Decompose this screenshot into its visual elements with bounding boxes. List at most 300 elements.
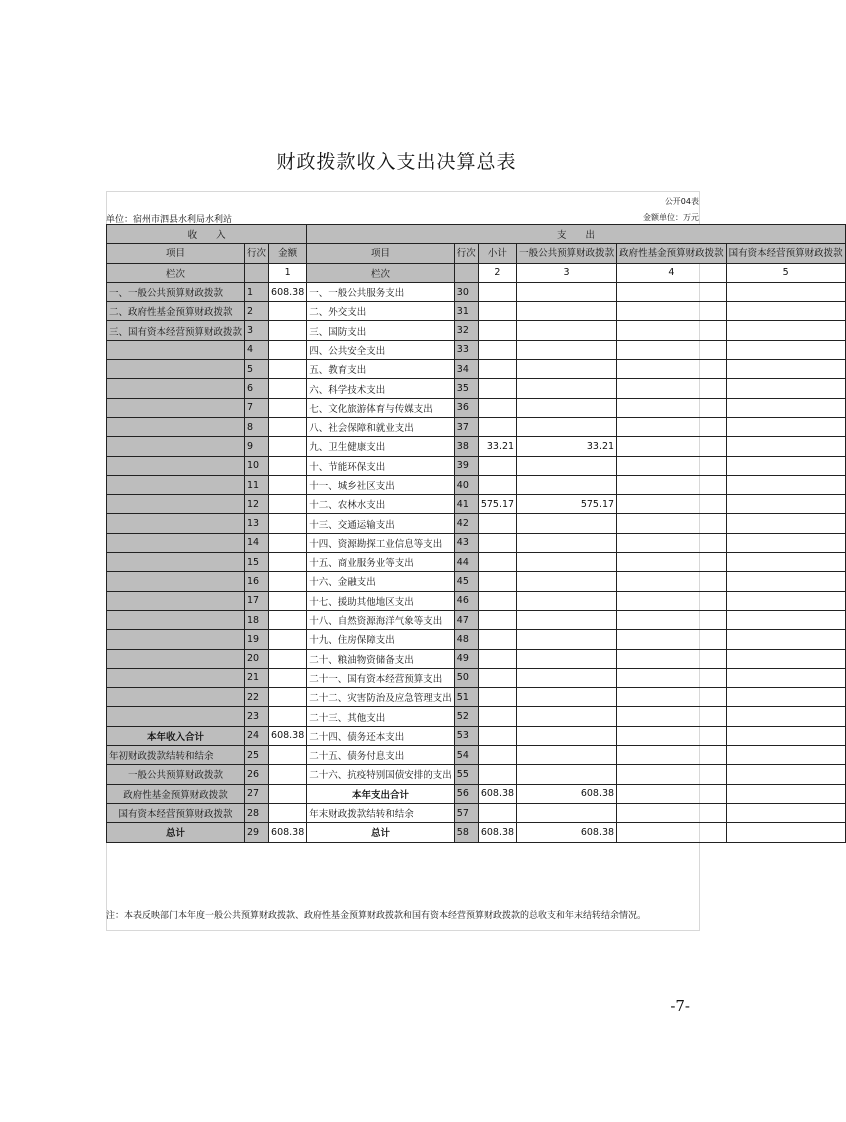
col-general-budget: 一般公共预算财政拨款: [517, 244, 617, 263]
table-row: [107, 630, 846, 649]
general-budget-cell: 575.17: [517, 495, 617, 514]
gov-fund-cell: [617, 707, 727, 726]
subtotal-cell: [478, 417, 516, 436]
expense-item-cell: 四、公共安全支出: [307, 340, 455, 359]
general-budget-cell: [517, 746, 617, 765]
subtotal-cell: [478, 610, 516, 629]
subtotal-cell: [478, 803, 516, 822]
general-budget-cell: [517, 803, 617, 822]
general-budget-cell: [517, 456, 617, 475]
subtotal-cell: [478, 765, 516, 784]
income-rowno-cell: 9: [245, 437, 269, 456]
income-rowno-cell: 7: [245, 398, 269, 417]
income-item-cell: [107, 437, 245, 456]
general-budget-cell: [517, 514, 617, 533]
state-capital-cell: [726, 707, 845, 726]
general-budget-cell: [517, 475, 617, 494]
col-label: 栏次: [307, 263, 455, 282]
gov-fund-cell: [617, 784, 727, 803]
col-expense-rowno: 行次: [454, 244, 478, 263]
income-item-cell: [107, 591, 245, 610]
income-rowno-cell: 29: [245, 823, 269, 842]
income-rowno-cell: 1: [245, 282, 269, 301]
gov-fund-cell: [617, 282, 727, 301]
state-capital-cell: [726, 360, 845, 379]
table-row: [107, 553, 846, 572]
expense-rowno-cell: 55: [454, 765, 478, 784]
gov-fund-cell: [617, 649, 727, 668]
income-rowno-cell: 25: [245, 746, 269, 765]
expense-item-cell: 十二、农林水支出: [307, 495, 455, 514]
summary-table: [106, 224, 846, 843]
gov-fund-cell: [617, 514, 727, 533]
income-rowno-cell: 17: [245, 591, 269, 610]
expense-item-cell: 七、文化旅游体育与传媒支出: [307, 398, 455, 417]
gov-fund-cell: [617, 591, 727, 610]
general-budget-cell: [517, 591, 617, 610]
income-item-cell: [107, 553, 245, 572]
income-amount-cell: [269, 553, 307, 572]
general-budget-cell: [517, 553, 617, 572]
income-amount-cell: [269, 668, 307, 687]
state-capital-cell: [726, 553, 845, 572]
table-row: [107, 379, 846, 398]
income-item-cell: 一、一般公共预算财政拨款: [107, 282, 245, 301]
income-rowno-cell: 26: [245, 765, 269, 784]
general-budget-cell: [517, 726, 617, 745]
table-row: [107, 591, 846, 610]
income-amount-cell: 608.38: [269, 282, 307, 301]
state-capital-cell: [726, 514, 845, 533]
income-amount-cell: [269, 302, 307, 321]
income-amount-cell: [269, 437, 307, 456]
section-header-row: [107, 225, 846, 244]
subtotal-cell: [478, 649, 516, 668]
income-item-cell: [107, 417, 245, 436]
col-gov-fund: 政府性基金预算财政拨款: [617, 244, 727, 263]
expense-rowno-cell: 53: [454, 726, 478, 745]
expense-item-cell: 十一、城乡社区支出: [307, 475, 455, 494]
gov-fund-cell: [617, 746, 727, 765]
income-rowno-cell: 5: [245, 360, 269, 379]
expense-rowno-cell: 45: [454, 572, 478, 591]
state-capital-cell: [726, 302, 845, 321]
income-rowno-cell: 18: [245, 610, 269, 629]
state-capital-cell: [726, 591, 845, 610]
income-rowno-cell: 12: [245, 495, 269, 514]
general-budget-cell: [517, 688, 617, 707]
income-amount-cell: [269, 495, 307, 514]
table-row: [107, 823, 846, 842]
income-item-cell: 二、政府性基金预算财政拨款: [107, 302, 245, 321]
income-rowno-cell: 10: [245, 456, 269, 475]
expense-rowno-cell: 35: [454, 379, 478, 398]
expense-item-cell: 二十三、其他支出: [307, 707, 455, 726]
gov-fund-cell: [617, 360, 727, 379]
subtotal-cell: [478, 572, 516, 591]
general-budget-cell: 608.38: [517, 823, 617, 842]
subtotal-cell: [478, 360, 516, 379]
income-item-cell: [107, 688, 245, 707]
expense-rowno-cell: 44: [454, 553, 478, 572]
subtotal-cell: [478, 630, 516, 649]
form-code: 公开04表: [664, 197, 699, 206]
table-row: [107, 610, 846, 629]
general-budget-cell: [517, 340, 617, 359]
general-budget-cell: [517, 707, 617, 726]
gov-fund-cell: [617, 823, 727, 842]
income-rowno-cell: 28: [245, 803, 269, 822]
income-rowno-cell: 19: [245, 630, 269, 649]
page-number: -7-: [670, 997, 690, 1015]
expense-item-cell: 二十六、抗疫特别国债安排的支出: [307, 765, 455, 784]
subtotal-cell: 608.38: [478, 823, 516, 842]
expense-item-cell: 六、科学技术支出: [307, 379, 455, 398]
income-rowno-cell: 3: [245, 321, 269, 340]
state-capital-cell: [726, 765, 845, 784]
unit-label: 单位：宿州市泗县水利局水利站: [106, 215, 233, 225]
expense-rowno-cell: 34: [454, 360, 478, 379]
gov-fund-cell: [617, 495, 727, 514]
general-budget-cell: [517, 649, 617, 668]
income-item-cell: [107, 360, 245, 379]
expense-item-cell: 二、外交支出: [307, 302, 455, 321]
expense-item-cell: 二十二、灾害防治及应急管理支出: [307, 688, 455, 707]
income-item-cell: [107, 630, 245, 649]
col-index-blank: [454, 263, 478, 282]
col-index-3: 3: [517, 263, 617, 282]
general-budget-cell: [517, 765, 617, 784]
income-rowno-cell: 21: [245, 668, 269, 687]
expense-item-cell: 十六、金融支出: [307, 572, 455, 591]
state-capital-cell: [726, 379, 845, 398]
state-capital-cell: [726, 823, 845, 842]
gov-fund-cell: [617, 726, 727, 745]
income-amount-cell: [269, 630, 307, 649]
income-rowno-cell: 23: [245, 707, 269, 726]
general-budget-cell: [517, 572, 617, 591]
state-capital-cell: [726, 340, 845, 359]
general-budget-cell: [517, 668, 617, 687]
general-budget-cell: [517, 630, 617, 649]
col-income-item: 项目: [107, 244, 245, 263]
expense-item-cell: 二十四、债务还本支出: [307, 726, 455, 745]
gov-fund-cell: [617, 321, 727, 340]
expense-rowno-cell: 38: [454, 437, 478, 456]
income-amount-cell: [269, 514, 307, 533]
gov-fund-cell: [617, 610, 727, 629]
state-capital-cell: [726, 630, 845, 649]
expense-item-cell: 十四、资源勘探工业信息等支出: [307, 533, 455, 552]
income-amount-cell: [269, 784, 307, 803]
expense-header: 支 出: [307, 225, 845, 244]
table-row: [107, 746, 846, 765]
state-capital-cell: [726, 321, 845, 340]
state-capital-cell: [726, 495, 845, 514]
income-item-cell: [107, 572, 245, 591]
subtotal-cell: [478, 533, 516, 552]
expense-item-cell: 十八、自然资源海洋气象等支出: [307, 610, 455, 629]
general-budget-cell: [517, 417, 617, 436]
state-capital-cell: [726, 533, 845, 552]
income-rowno-cell: 20: [245, 649, 269, 668]
expense-rowno-cell: 36: [454, 398, 478, 417]
expense-rowno-cell: 52: [454, 707, 478, 726]
income-rowno-cell: 11: [245, 475, 269, 494]
income-item-cell: [107, 456, 245, 475]
subtotal-cell: [478, 379, 516, 398]
income-item-cell: 一般公共预算财政拨款: [107, 765, 245, 784]
income-rowno-cell: 22: [245, 688, 269, 707]
state-capital-cell: [726, 610, 845, 629]
expense-item-cell: 十九、住房保障支出: [307, 630, 455, 649]
income-item-cell: 国有资本经营预算财政拨款: [107, 803, 245, 822]
state-capital-cell: [726, 746, 845, 765]
subtotal-cell: 608.38: [478, 784, 516, 803]
col-income-rowno: 行次: [245, 244, 269, 263]
gov-fund-cell: [617, 765, 727, 784]
state-capital-cell: [726, 668, 845, 687]
subtotal-cell: [478, 340, 516, 359]
income-item-cell: [107, 475, 245, 494]
table-row: [107, 340, 846, 359]
footnote: 注：本表反映部门本年度一般公共预算财政拨款、政府性基金预算财政拨款和国有资本经营预算财政拨款的总收支和年末结转结余情况。: [106, 911, 647, 921]
gov-fund-cell: [617, 553, 727, 572]
general-budget-cell: [517, 379, 617, 398]
gov-fund-cell: [617, 533, 727, 552]
table-row: [107, 475, 846, 494]
col-index-2: 2: [478, 263, 516, 282]
general-budget-cell: [517, 282, 617, 301]
income-amount-cell: [269, 707, 307, 726]
expense-rowno-cell: 30: [454, 282, 478, 301]
income-rowno-cell: 8: [245, 417, 269, 436]
subtotal-cell: [478, 456, 516, 475]
state-capital-cell: [726, 398, 845, 417]
income-amount-cell: [269, 379, 307, 398]
income-item-cell: 政府性基金预算财政拨款: [107, 784, 245, 803]
expense-rowno-cell: 32: [454, 321, 478, 340]
table-row: [107, 302, 846, 321]
state-capital-cell: [726, 282, 845, 301]
table-row: [107, 803, 846, 822]
expense-item-cell: 三、国防支出: [307, 321, 455, 340]
expense-rowno-cell: 54: [454, 746, 478, 765]
state-capital-cell: [726, 475, 845, 494]
subtotal-cell: [478, 475, 516, 494]
subtotal-cell: [478, 726, 516, 745]
income-amount-cell: [269, 765, 307, 784]
income-item-cell: [107, 379, 245, 398]
table-row: [107, 688, 846, 707]
expense-rowno-cell: 41: [454, 495, 478, 514]
expense-rowno-cell: 39: [454, 456, 478, 475]
col-label: 栏次: [107, 263, 245, 282]
income-amount-cell: [269, 591, 307, 610]
expense-item-cell: 十五、商业服务业等支出: [307, 553, 455, 572]
income-item-cell: [107, 649, 245, 668]
column-header-row: [107, 244, 846, 263]
table-row: [107, 514, 846, 533]
income-item-cell: [107, 668, 245, 687]
income-amount-cell: 608.38: [269, 726, 307, 745]
subtotal-cell: [478, 553, 516, 572]
state-capital-cell: [726, 726, 845, 745]
subtotal-cell: [478, 302, 516, 321]
expense-rowno-cell: 40: [454, 475, 478, 494]
expense-rowno-cell: 46: [454, 591, 478, 610]
subtotal-cell: [478, 591, 516, 610]
subtotal-cell: 33.21: [478, 437, 516, 456]
expense-item-cell: 十、节能环保支出: [307, 456, 455, 475]
general-budget-cell: [517, 398, 617, 417]
subtotal-cell: 575.17: [478, 495, 516, 514]
gov-fund-cell: [617, 456, 727, 475]
expense-item-cell: 本年支出合计: [307, 784, 455, 803]
income-amount-cell: [269, 803, 307, 822]
col-state-capital: 国有资本经营预算财政拨款: [726, 244, 845, 263]
income-rowno-cell: 2: [245, 302, 269, 321]
expense-item-cell: 十七、援助其他地区支出: [307, 591, 455, 610]
expense-rowno-cell: 42: [454, 514, 478, 533]
income-rowno-cell: 14: [245, 533, 269, 552]
subtotal-cell: [478, 688, 516, 707]
col-index-1: 1: [269, 263, 307, 282]
general-budget-cell: [517, 321, 617, 340]
income-item-cell: [107, 610, 245, 629]
gov-fund-cell: [617, 630, 727, 649]
expense-rowno-cell: 49: [454, 649, 478, 668]
income-rowno-cell: 24: [245, 726, 269, 745]
income-item-cell: [107, 533, 245, 552]
table-row: [107, 726, 846, 745]
col-index-4: 4: [617, 263, 727, 282]
table-row: [107, 437, 846, 456]
expense-rowno-cell: 37: [454, 417, 478, 436]
expense-item-cell: 总计: [307, 823, 455, 842]
income-rowno-cell: 4: [245, 340, 269, 359]
table-row: [107, 572, 846, 591]
subtotal-cell: [478, 668, 516, 687]
subtotal-cell: [478, 398, 516, 417]
expense-rowno-cell: 48: [454, 630, 478, 649]
col-index-5: 5: [726, 263, 845, 282]
gov-fund-cell: [617, 668, 727, 687]
general-budget-cell: [517, 533, 617, 552]
gov-fund-cell: [617, 417, 727, 436]
state-capital-cell: [726, 784, 845, 803]
gov-fund-cell: [617, 379, 727, 398]
income-amount-cell: [269, 398, 307, 417]
income-rowno-cell: 13: [245, 514, 269, 533]
gov-fund-cell: [617, 302, 727, 321]
subtotal-cell: [478, 282, 516, 301]
expense-rowno-cell: 43: [454, 533, 478, 552]
expense-item-cell: 二十、粮油物资储备支出: [307, 649, 455, 668]
income-rowno-cell: 15: [245, 553, 269, 572]
income-amount-cell: [269, 649, 307, 668]
expense-item-cell: 二十一、国有资本经营预算支出: [307, 668, 455, 687]
table-row: [107, 668, 846, 687]
table-row: [107, 649, 846, 668]
table-row: [107, 784, 846, 803]
income-item-cell: [107, 340, 245, 359]
table-row: [107, 321, 846, 340]
income-rowno-cell: 16: [245, 572, 269, 591]
income-item-cell: 年初财政拨款结转和结余: [107, 746, 245, 765]
expense-item-cell: 十三、交通运输支出: [307, 514, 455, 533]
expense-rowno-cell: 33: [454, 340, 478, 359]
table-row: [107, 360, 846, 379]
table-row: [107, 282, 846, 301]
expense-item-cell: 年末财政拨款结转和结余: [307, 803, 455, 822]
expense-rowno-cell: 47: [454, 610, 478, 629]
general-budget-cell: 608.38: [517, 784, 617, 803]
gov-fund-cell: [617, 688, 727, 707]
gov-fund-cell: [617, 803, 727, 822]
income-amount-cell: [269, 340, 307, 359]
gov-fund-cell: [617, 572, 727, 591]
col-index-blank: [245, 263, 269, 282]
gov-fund-cell: [617, 437, 727, 456]
state-capital-cell: [726, 688, 845, 707]
income-rowno-cell: 27: [245, 784, 269, 803]
expense-item-cell: 八、社会保障和就业支出: [307, 417, 455, 436]
table-row: [107, 495, 846, 514]
state-capital-cell: [726, 649, 845, 668]
expense-item-cell: 九、卫生健康支出: [307, 437, 455, 456]
income-item-cell: [107, 398, 245, 417]
subtotal-cell: [478, 746, 516, 765]
col-subtotal: 小计: [478, 244, 516, 263]
table-row: [107, 533, 846, 552]
income-amount-cell: [269, 475, 307, 494]
income-amount-cell: 608.38: [269, 823, 307, 842]
income-amount-cell: [269, 456, 307, 475]
col-expense-item: 项目: [307, 244, 455, 263]
expense-rowno-cell: 57: [454, 803, 478, 822]
income-item-cell: [107, 495, 245, 514]
state-capital-cell: [726, 803, 845, 822]
expense-item-cell: 五、教育支出: [307, 360, 455, 379]
income-item-cell: 三、国有资本经营预算财政拨款: [107, 321, 245, 340]
income-amount-cell: [269, 533, 307, 552]
table-row: [107, 456, 846, 475]
subtotal-cell: [478, 321, 516, 340]
column-index-row: [107, 263, 846, 282]
page-title: 财政拨款收入支出决算总表: [276, 151, 517, 173]
expense-item-cell: 二十五、债务付息支出: [307, 746, 455, 765]
expense-rowno-cell: 51: [454, 688, 478, 707]
state-capital-cell: [726, 572, 845, 591]
income-item-cell: [107, 514, 245, 533]
subtotal-cell: [478, 514, 516, 533]
gov-fund-cell: [617, 475, 727, 494]
state-capital-cell: [726, 437, 845, 456]
state-capital-cell: [726, 456, 845, 475]
table-row: [107, 765, 846, 784]
expense-item-cell: 一、一般公共服务支出: [307, 282, 455, 301]
general-budget-cell: [517, 360, 617, 379]
general-budget-cell: [517, 610, 617, 629]
expense-rowno-cell: 31: [454, 302, 478, 321]
income-rowno-cell: 6: [245, 379, 269, 398]
income-amount-cell: [269, 417, 307, 436]
table-row: [107, 417, 846, 436]
income-item-cell: 本年收入合计: [107, 726, 245, 745]
income-amount-cell: [269, 572, 307, 591]
income-item-cell: [107, 707, 245, 726]
